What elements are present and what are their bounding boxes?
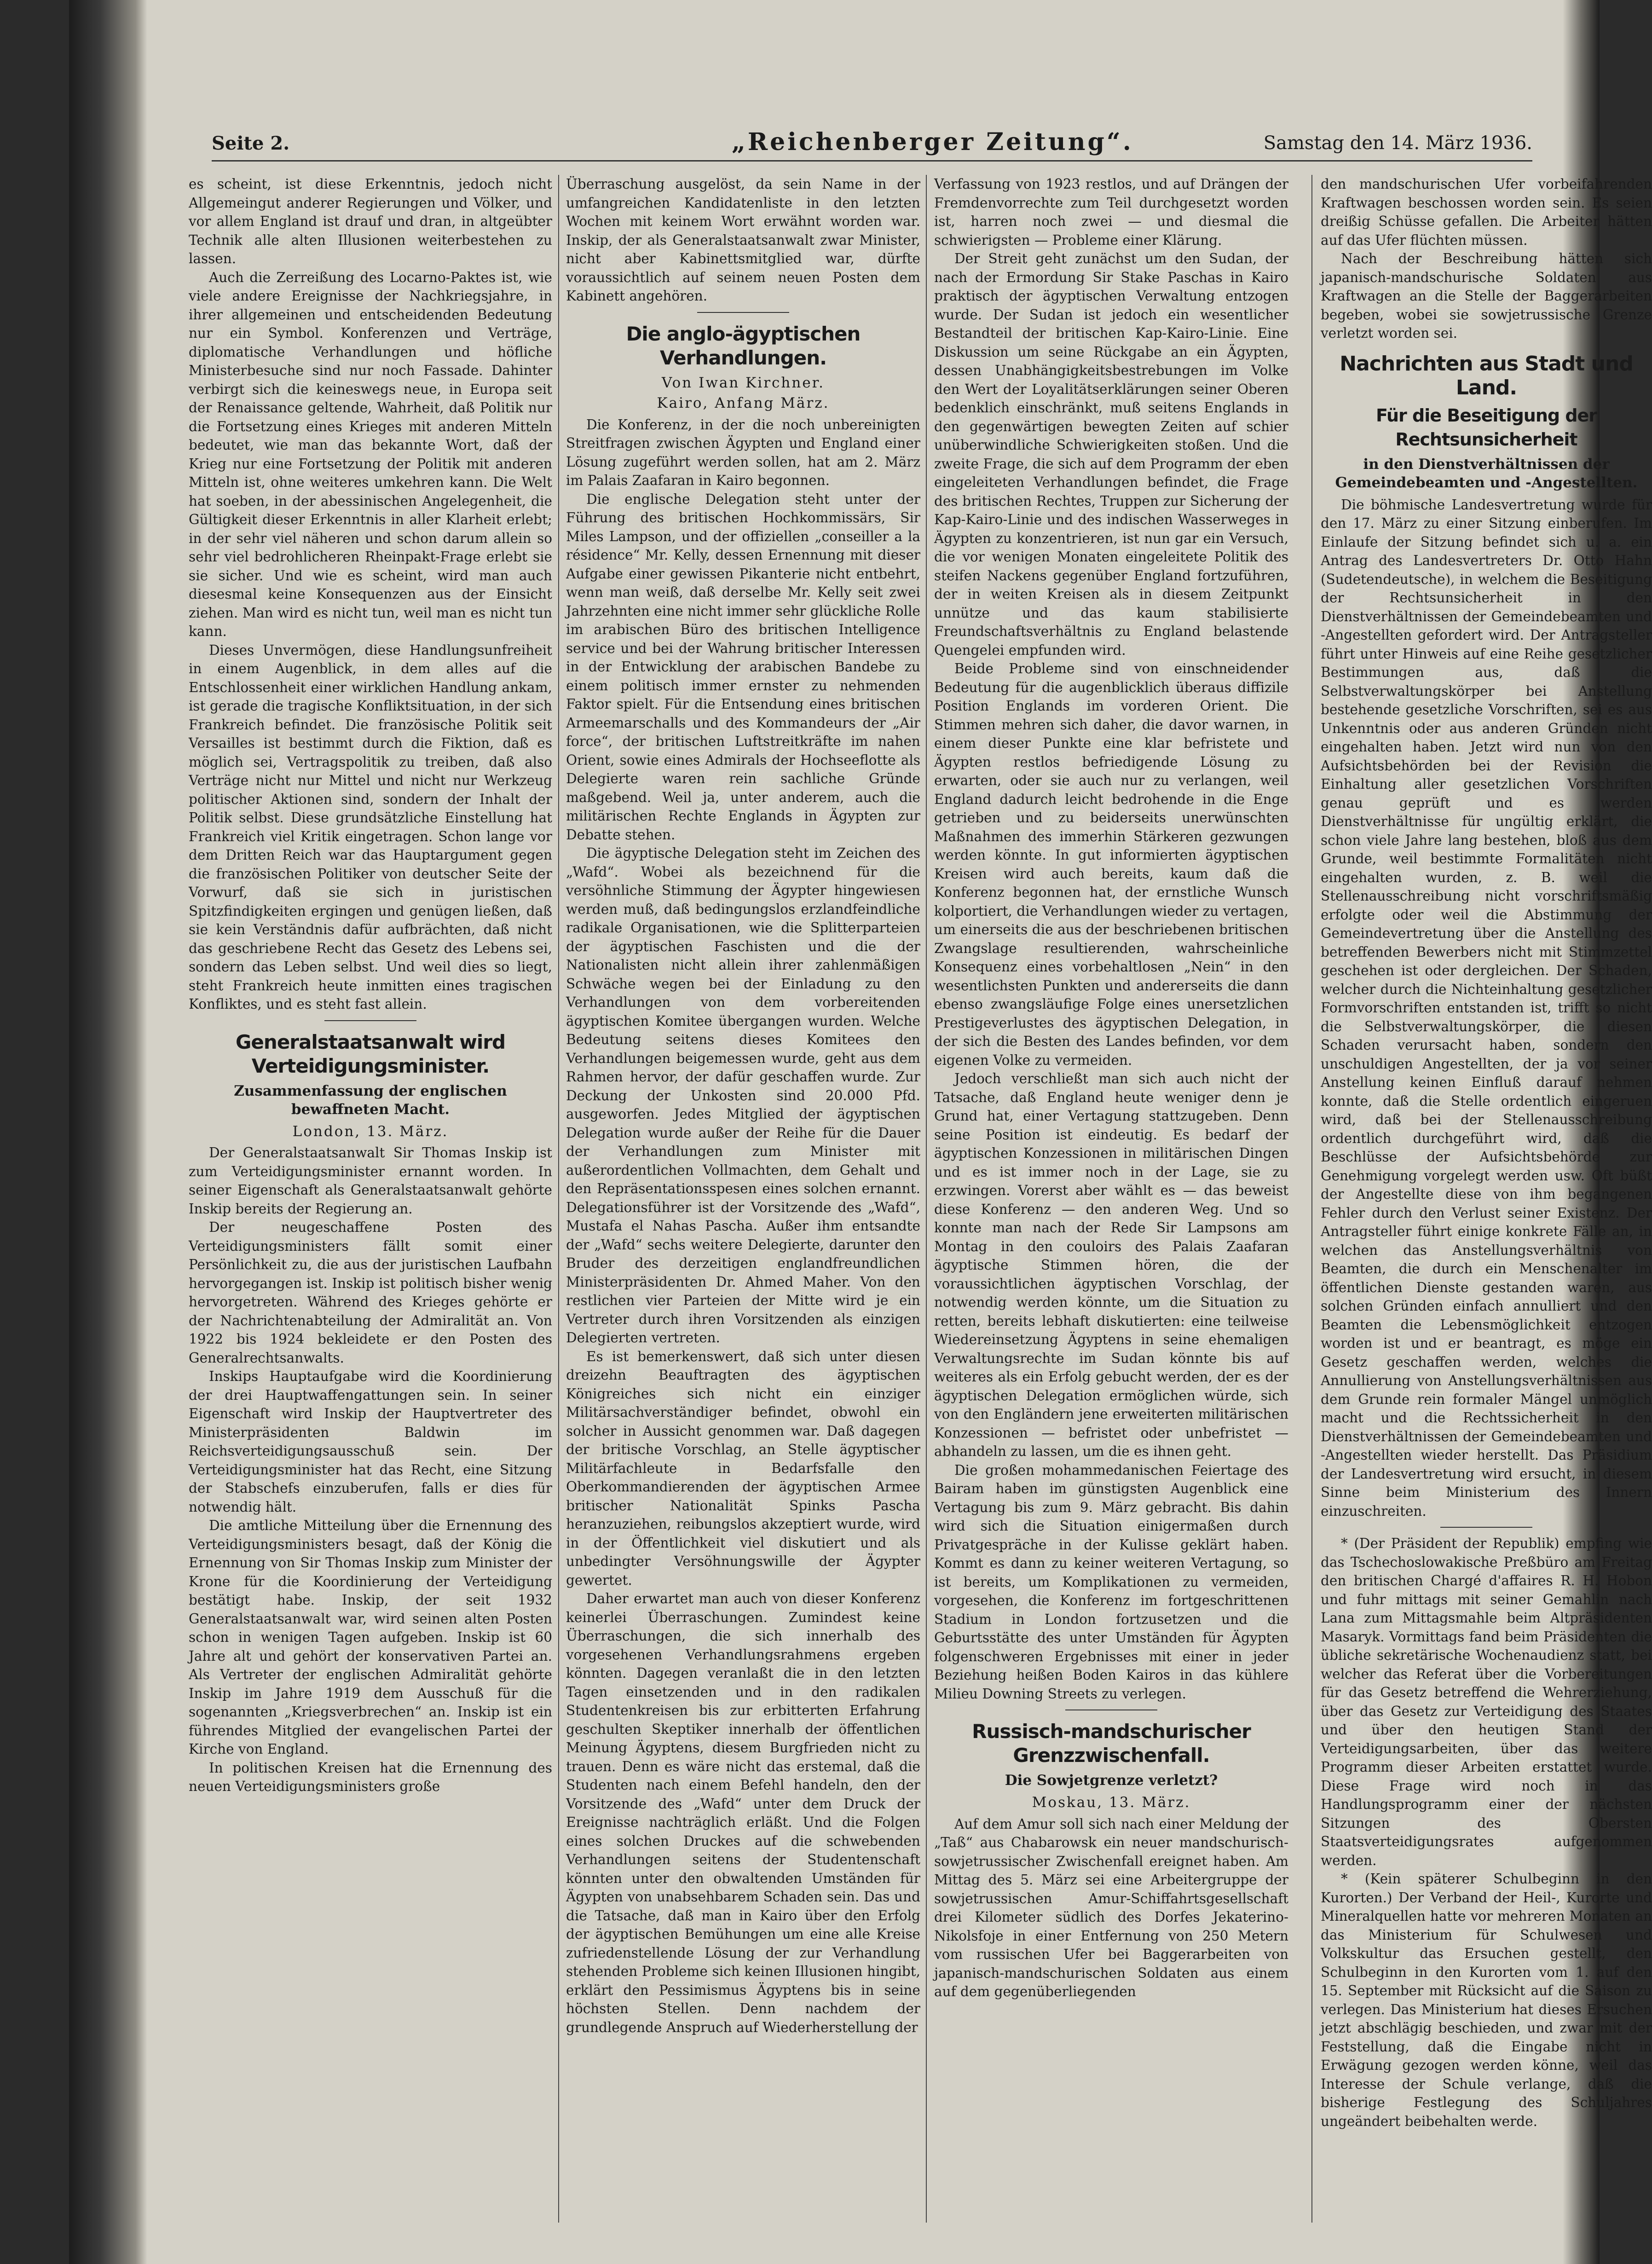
article-subhead: in den Dienstverhältnissen der Gemeindebeamten und -Angestellten. [1335,456,1638,491]
article-paragraph: es scheint, ist diese Erkenntnis, jedoch nicht Allgemeingut anderer Regierungen und Völker, und vor allem England ist drauf und dran, in altgeübter Technik alle alten Illusionen weiterbestehen zu lassen. [189,176,552,266]
article-paragraph: Der Generalstaatsanwalt Sir Thomas Inskip ist zum Verteidigungsminister ernannt worden. In seiner Eigenschaft als Generalstaatsanwalt gehörte Inskip bereits der Regierung an. [189,1145,552,1217]
article-subhead: Zusammenfassung der englischen bewaffneten Macht. [234,1082,507,1118]
newspaper-title: „Reichenberger Zeitung“. [732,128,1133,156]
article-paragraph: Überraschung ausgelöst, da sein Name in der umfangreichen Kandidatenliste in den letzten Wochen mit keinem Wort erwähnt worden war. Inskip, der als Generalstaatsanwalt zwar Minister, nicht aber Kabinettsmitglied war, dürfte voraussichtlich auf seinem neuen Posten dem Kabinett angehören. [566,176,920,304]
article-dateline: Kairo, Anfang März. [657,395,830,411]
article-paragraph: Es ist bemerkenswert, daß sich unter diesen dreizehn Beauftragten des ägyptischen Königreiches sich nicht ein einziger Militärsachverständiger befindet, obwohl ein solcher in Aussicht genommen war. Daß dagegen der britische Vorschlag, an Stelle ägyptischer Militärfachleute in Bedarfsfalle den Oberkommandierenden der ägyptischen Armee britischer Nationalität Spinks Pascha heranzuziehen, reibungslos akzeptiert wurde, wird in der Öffentlichkeit viel diskutiert und als unbedingter Versöhnungswille der Ägypter gewertet. [566,1348,920,1588]
article-paragraph: Verfassung von 1923 restlos, und auf Drängen der Fremdenvorrechte zum Teil durchgesetzt worden ist, harren noch zwei — und diesmal die schwierigsten — Probleme einer Klärung. [934,176,1288,248]
news-note: * (Kein späterer Schulbeginn in den Kurorten.) Der Verband der Heil-, Kurorte und Mineralquellen hatte vor mehreren Monaten an das Ministerium für Schulwesen und Volkskultur das Ersuchen gestellt, den Schulbeginn in den Kurorten vom 1. auf den 15. September mit Rücksicht auf die Saison zu verlegen. Das Ministerium hat dieses Ersuchen jetzt abschlägig beschieden, und zwar mit der Feststellung, daß die Eingabe nicht in Erwägung gezogen werden könne, weil das Interesse der Schule verlange, daß die bisherige Festlegung des Schuljahres ungeändert beibehalten werde. [1321,1871,1652,2129]
article-paragraph: Auf dem Amur soll sich nach einer Meldung der „Taß“ aus Chabarowsk ein neuer mandschurisch-sowjetrussischer Zwischenfall ereignet haben. Am Mittag des 5. März sei eine Arbeitergruppe der sowjetrussischen Amur-Schiffahrtsgesellschaft drei Kilometer südlich des Dorfes Jekaterino-Nikolsfoje in einer Entfernung von 250 Metern vom russischen Ufer bei Baggerarbeiten von japanisch-mandschurischen Soldaten aus einem auf dem gegenüberliegenden [934,1816,1288,1999]
article-divider [1440,1527,1532,1528]
page-number: Seite 2. [212,133,290,154]
article-paragraph: Die großen mohammedanischen Feiertage des Bairam haben im günstigsten Augenblick eine Vertagung bis zum 9. März gebracht. Bis dahin wird sich die Situation einigermaßen durch Privatgespräche in der Kulisse geklärt haben. Kommt es dann zu keiner weiteren Vertagung, so ist bereits, um Komplikationen zu vermeiden, vorgesehen, die Konferenz im fortgeschrittenen Stadium in London fortzusetzen und die Geburtsstätte des unter Umständen für Ägypten folgenschweren Ergebnisses mit einer in jeder Beziehung heißen Boden Kairos in das kühlere Milieu Downing Streets zu verlegen. [934,1462,1288,1702]
news-note: * (Der Präsident der Republik) empfing wie das Tschechoslowakische Preßbüro am Freitag den britischen Chargé d'affaires R. H. Hobon und fuhr mittags mit seiner Gemahlin nach Lana zum Mittagsmahle beim Altpräsidenten Masaryk. Vormittags fand beim Präsidenten die übliche sekretärische Wochenaudienz statt, bei welcher das Referat über die Vorbereitungen für das Gesetz betreffend die Wehrerziehung, über das Gesetz zur Verteidigung des Staates und über den heutigen Stand der Verteidigungsarbeiten, über das weitere Programm dieser Arbeiten erstattet wurde. Diese Frage wird noch in das Handlungsprogramm einer der nächsten Sitzungen des Obersten Staatsverteidigungsrates aufgenommen werden. [1321,1536,1652,1868]
article-paragraph: Der neugeschaffene Posten des Verteidigungsministers fällt somit einer Persönlichkeit zu, die aus der juristischen Laufbahn hervorgegangen ist. Inskip ist politisch bisher wenig hervorgetreten. Während des Krieges gehörte er der Nachrichtenabteilung der Admiralität an. Von 1922 bis 1924 bekleidete er den Posten des Generalrechtsanwalts. [189,1219,552,1366]
article-divider [697,312,789,313]
article-paragraph: den mandschurischen Ufer vorbeifahrenden Kraftwagen beschossen worden sein. Es seien dreißig Schüsse gefallen. Die Arbeiter hätten auf das Ufer flüchten müssen. [1321,176,1652,248]
column-1 [189,175,552,2236]
article-headline: Russisch-mandschurischer Grenzzwischenfall. [972,1720,1251,1767]
column-4 [1321,175,1652,2236]
newspaper-page [69,0,1652,2264]
article-paragraph: Auch die Zerreißung des Locarno-Paktes ist, wie viele andere Ereignisse der Nachkriegsjahre, in ihrer allgemeinen und entscheidenden Bedeutung nur ein Symbol. Konferenzen und Verträge, diplomatische Verhandlungen und höfliche Ministerbesuche sind nur noch Fassade. Dahinter verbirgt sich die keineswegs neue, in Europa seit der Renaissance geltende, Wahrheit, daß Politik nur die Fortsetzung eines Krieges mit anderen Mitteln bedeutet, wie man das bekannte Wort, daß der Krieg nur eine Fortsetzung der Politik mit anderen Mitteln ist, ohne weiteres umkehren kann. Die Welt hat soeben, in der abessinischen Angelegenheit, die Gültigkeit dieser Erkenntnis in aller Klarheit erlebt; in der sehr viel näheren und schon darum allein so sehr viel bedrohlicheren Rheinpakt-Frage erlebt sie sie sicher. Und wie es scheint, wird man auch diesesmal keine Konsequenzen aus der Einsicht ziehen. Man wird es nicht tun, weil man es nicht tun kann. [189,269,552,639]
article-headline: Für die Beseitigung der Rechtsunsicherheit [1375,405,1597,450]
column-rule [1311,175,1312,2223]
article-headline: Generalstaatsanwalt wird Verteidigungsminister. [235,1030,506,1077]
page-header [212,128,1532,162]
column-2 [566,175,920,2236]
article-divider [324,1020,416,1021]
article-paragraph: Beide Probleme sind von einschneidender Bedeutung für die augenblicklich überaus diffizile Position Englands im vorderen Orient. Die Stimmen mehren sich daher, die davor warnen, in einem dieser Punkte eine klar befristete und Ägypten restlos befriedigende Lösung zu erwarten, oder sie auch nur zu verlangen, weil England dadurch leicht bedrohende in die Enge getrieben und zu beiderseits unerwünschten Maßnahmen des immerhin Stärkeren gezwungen werden könnte. In gut informierten ägyptischen Kreisen wird auch bereits, kaum daß die Konferenz begonnen hat, der ernstliche Wunsch kolportiert, die Verhandlungen wieder zu vertagen, um einerseits die aus der beschriebenen britischen Zwangslage resultierenden, wahrscheinliche Konsequenz eines vorbehaltlosen „Nein“ in den wesentlichsten Punkten und andererseits die dann ebenso zwangsläufige Folge eines unersetzlichen Prestigeverlustes des ägyptischen Delegation, in der sich die Besten des Landes befinden, vor dem eigenen Volke zu vermeiden. [934,661,1288,1068]
article-dateline: Moskau, 13. März. [1032,1794,1191,1811]
article-headline: Die anglo-ägyptischen Verhandlungen. [626,322,861,369]
article-paragraph: Der Streit geht zunächst um den Sudan, der nach der Ermordung Sir Stake Paschas in Kairo praktisch der ägyptischen Verwaltung entzogen wurde. Der Sudan ist jedoch ein wesentlicher Bestandteil der britischen Kap-Kairo-Linie. Eine Diskussion um seine Rückgabe an ein Ägypten, dessen Unabhängigkeitsbestrebungen im Volke den Wert der Loyalitätserklärungen seiner Oberen bedenklich einschränkt, muß seitens Englands in den gegenwärtigen bewegten Zeiten auf schier unüberwindliche Schwierigkeiten stoßen. Und die zweite Frage, die sich auf dem Programm der eben eingeleiteten Verhandlungen befindet, die Frage des britischen Rechtes, Truppen zur Sicherung der Kap-Kairo-Linie und des indischen Wasserweges in Ägypten zu konzentrieren, ist nun gar ein Versuch, die vor wenigen Monaten eingeleitete Politik des steifen Nackens gegenüber England fortzuführen, der in weiten Kreisen als in diesem Zeitpunkt unnütze und das kaum stabilisierte Freundschaftsverhältnis zu England belastende Quengelei empfunden wird. [934,251,1288,658]
article-paragraph: Jedoch verschließt man sich auch nicht der Tatsache, daß England heute weniger denn je Grund hat, einer Vertagung stattzugeben. Denn seine Position ist eindeutig. Es bedarf der ägyptischen Konzessionen in militärischen Dingen und es ist immer noch in der Lage, sie zu erzwingen. Vorerst aber wählt es — das beweist diese Konferenz — den anderen Weg. Und so konnte man nach der Rede Sir Lampsons am Montag in den couloirs des Palais Zaafaran ägyptische Stimmen hören, die der voraussichtlichen ägyptischen Vorschlag, der notwendig werden könnte, um die Situation zu retten, bereits lebhaft diskutierten: eine teilweise Wiedereinsetzung Ägyptens in seine ehemaligen Verwaltungsrechte im Sudan könnte bis auf weiteres als ein Erfolg gebucht werden, der es der ägyptischen Delegation ermöglichen würde, sich von den Engländern jene erweiterten militärischen Konzessionen — befristet oder unbefristet — abhandeln zu lassen, um die es ihnen geht. [934,1071,1288,1459]
article-byline: Von Iwan Kirchner. [662,374,825,391]
article-subhead: Die Sowjetgrenze verletzt? [1005,1772,1218,1789]
article-paragraph: Die ägyptische Delegation steht im Zeichen des „Wafd“. Wobei als bezeichnend für die versöhnliche Stimmung der Ägypter hingewiesen werden muß, daß bedingungslos erzlandfeindliche radikale Organisationen, wie die Splitterparteien der ägyptischen Faschisten und die der Nationalisten nicht allein ihrer zahlenmäßigen Schwäche wegen bei der Einladung zu den Verhandlungen von dem vorbereitenden ägyptischen Komitee übergangen wurden. Welche Bedeutung seitens dieses Komitees den Verhandlungen beigemessen wurde, geht aus dem Rahmen hervor, der dafür geschaffen wurde. Zur Deckung der Unkosten sind 20.000 Pfd. ausgeworfen. Jedes Mitglied der ägyptischen Delegation wurde außer der Reihe für die Dauer der Verhandlungen zum Minister mit außerordentlichen Vollmachten, dem Gehalt und den Repräsentationsspesen eines solchen ernannt. Delegationsführer ist der Vorsitzende des „Wafd“, Mustafa el Nahas Pascha. Außer ihm entsandte der „Wafd“ sechs weitere Delegierte, darunter den Bruder des derzeitigen englandfreundlichen Ministerpräsidenten Dr. Ahmed Maher. Von den restlichen vier Parteien der Mitte wird je ein Vertreter durch ihren Vorsitzenden als einzigen Delegierten vertreten. [566,845,920,1346]
article-paragraph: Die Konferenz, in der die noch unbereinigten Streitfragen zwischen Ägypten und England einer Lösung zugeführt werden sollen, hat am 2. März im Palais Zaafaran in Kairo begonnen. [566,416,920,488]
section-heading: Nachrichten aus Stadt und Land. [1340,352,1633,399]
short-notes [1321,1534,1652,2131]
binding-shadow [69,0,147,2264]
column-rule [926,175,927,2223]
column-rule [558,175,559,2223]
article-paragraph: Inskips Hauptaufgabe wird die Koordinierung der drei Hauptwaffengattungen sein. In seiner Eigenschaft wird Inskip der Hauptvertreter des Ministerpräsidenten Baldwin im Reichsverteidigungsausschuß sein. Der Verteidigungsminister hat das Recht, eine Sitzung der Stabschefs einzuberufen, falls er dies für notwendig hält. [189,1369,552,1515]
article-paragraph: In politischen Kreisen hat die Ernennung des neuen Verteidigungsministers große [189,1760,552,1794]
article-paragraph: Die amtliche Mitteilung über die Ernennung des Verteidigungsministers besagt, daß der König die Ernennung von Sir Thomas Inskip zum Minister der Krone für die Koordinierung der Verteidigung bestätigt habe. Inskip, der seit 1932 Generalstaatsanwalt war, wird seinen alten Posten schon in wenigen Tagen aufgeben. Inskip ist 60 Jahre alt und gehört der konservativen Partei an. Als Vertreter der englischen Admiralität gehörte Inskip im Jahre 1919 dem Ausschuß für die sogenannten „Kriegsverbrechen“ an. Inskip ist ein führendes Mitglied der evangelischen Partei der Kirche von England. [189,1518,552,1757]
article-paragraph: Nach der Beschreibung hätten sich japanisch-mandschurische Soldaten aus Kraftwagen an die Stelle der Baggerarbeiten begeben, wobei sie sowjetrussische Grenze verletzt worden sei. [1321,251,1652,341]
article-paragraph: Die böhmische Landesvertretung wurde für den 17. März zu einer Sitzung einberufen. Im Einlaufe der Sitzung befindet sich u. a. ein Antrag des Landesvertreters Dr. Otto Hahn (Sudetendeutsche), in welchem die Beseitigung der Rechtsunsicherheit in den Dienstverhältnissen der Gemeindebeamten und -Angestellten gefordert wird. Der Antragsteller führt unter Hinweis auf eine Reihe gesetzlicher Bestimmungen aus, daß die Selbstverwaltungskörper bei Anstellung bestehende gesetzliche Vorschriften, sei es aus Unkenntnis oder aus anderen Gründen nicht eingehalten haben. Jetzt wird nun von den Aufsichtsbehörden bei der Revision die Einhaltung aller gesetzlichen Vorschriften genau geprüft und es werden Dienstverhältnisse für ungültig erklärt, die schon viele Jahre lang bestehen, bloß aus dem Grunde, weil bestimmte Formalitäten nicht eingehalten wurden, z. B. weil die Stellenausschreibung nicht vorschriftsmäßig erfolgte oder weil die Abstimmung der Gemeindevertretung über die Anstellung des betreffenden Bewerbers nicht mit Stimmzettel geschehen ist oder dergleichen. Der Schaden, welcher durch die Nichteinhaltung gesetzlicher Formvorschriften entstanden ist, trifft so nicht die Selbstverwaltungskörper, die diesen Schaden verursacht haben, sondern den unschuldigen Angestellten, der ja vor seiner Anstellung keinen Einfluß darauf nehmen konnte, daß die Stelle ordentlich eingeruen wird, daß bei der Stellenausschreibung ordentlich durchgeführt wird, daß die Beschlüsse der Aufsichtsbehörde zur Genehmigung vorgelegt werden usw. Oft büßt der Angestellte diese von ihm begangenen Fehler durch den Verlust seiner Existenz. Der Antragsteller führt einige konkrete Fälle an, in welchen das Anstellungsverhältnis von Beamten, die durch ein Menschenalter im öffentlichen Dienste gestanden waren, aus solchen Gründen einfach annulliert und den Beamten die Lebensmöglichkeit entzogen worden ist und er beantragt, es möge ein Gesetz geschaffen werden, welches die Annullierung von Anstellungsverhältnissen aus dem Grunde rein formaler Mängel unmöglich macht und die Rechtssicherheit in den Dienstverhältnissen der Gemeindebeamten und -Angestellten wieder herstellt. Das Präsidium der Landesvertretung wird ersucht, in diesem Sinne beim Ministerium des Innern einzuschreiten. [1321,497,1652,1519]
article-dateline: London, 13. März. [292,1123,449,1140]
article-paragraph: Dieses Unvermögen, diese Handlungsunfreiheit in einem Augenblick, in dem alles auf die Entschlossenheit einer wirklichen Handlung ankam, ist gerade die tragische Konfliktsituation, in der sich Frankreich befindet. Die französische Politik seit Versailles ist bestimmt durch die Fiktion, daß es möglich sei, Vertragspolitik zu treiben, daß also Verträge nicht nur Mittel und nicht nur Werkzeug politischer Aktionen sind, sondern der Inhalt der Politik selbst. Diese grundsätzliche Einstellung hat Frankreich viel Kritik eingetragen. Schon lange vor dem Dritten Reich war das Hauptargument gegen die französischen Politiker von deutscher Seite der Vorwurf, daß sie sich in juristischen Spitzfindigkeiten ergingen und genügen ließen, daß sie kein Verständnis dafür aufbrächten, daß nicht das geschriebene Recht das Gesetz des Lebens sei, sondern das Leben selbst. Und weil dies so liegt, steht Frankreich heute inmitten eines tragischen Konfliktes, und es steht fast allein. [189,642,552,1012]
issue-date: Samstag den 14. März 1936. [1263,133,1532,154]
article-paragraph: Daher erwartet man auch von dieser Konferenz keinerlei Überraschungen. Zumindest keine Überraschungen, die sich innerhalb des vorgesehenen Verhandlungsrahmens ergeben könnten. Dagegen veranlaßt die in den letzten Tagen einsetzenden und in den radikalen Studentenkreisen bis zur erbitterten Erfahrung geschulten Skeptiker innerhalb der öffentlichen Meinung Ägyptens, diesem Burgfrieden nicht zu trauen. Denn es wäre nicht das erstemal, daß die Studenten nach einem Befehl handeln, den der Vorsitzende des „Wafd“ unter dem Druck der Ereignisse nachträglich erläßt. Und die Folgen eines solchen Druckes auf die schwebenden Verhandlungen seitens der Studentenschaft könnten unter den obwaltenden Umständen für Ägypten von unabsehbarem Schaden sein. Das und die Tatsache, daß man in Kairo über den Erfolg der ägyptischen Bemühungen um eine alle Kreise zufriedenstellende Lösung der zur Verhandlung stehenden Probleme sich keinen Illusionen hingibt, erklärt den Pessimismus Ägyptens bis in seine höchsten Stellen. Denn nachdem der grundlegende Anspruch auf Wiederherstellung der [566,1591,920,2035]
column-3 [934,175,1288,2236]
article-paragraph: Die englische Delegation steht unter der Führung des britischen Hochkommissärs, Sir Miles Lampson, und der offiziellen „conseiller a la résidence“ Mr. Kelly, dessen Ernennung mit dieser Aufgabe einer gewissen Pikanterie nicht entbehrt, wenn man weiß, daß derselbe Mr. Kelly seit zwei Jahrzehnten eine nicht immer sehr glückliche Rolle im arabischen Büro des britischen Intelligence service und bei der Wahrung britischer Interessen in der Entwicklung der arabischen Bandebe zu einem politisch immer ernster zu nehmenden Faktor spielt. Für die Entsendung eines britischen Armeemarschalls und des Kommandeurs der „Air force“, der britischen Luftstreitkräfte im nahen Orient, sowie eines Admirals der Hochseeflotte als Delegierte waren rein sachliche Gründe maßgebend. Weil ja, unter anderem, auch die militärischen Rechte Englands in Ägypten zur Debatte stehen. [566,491,920,843]
